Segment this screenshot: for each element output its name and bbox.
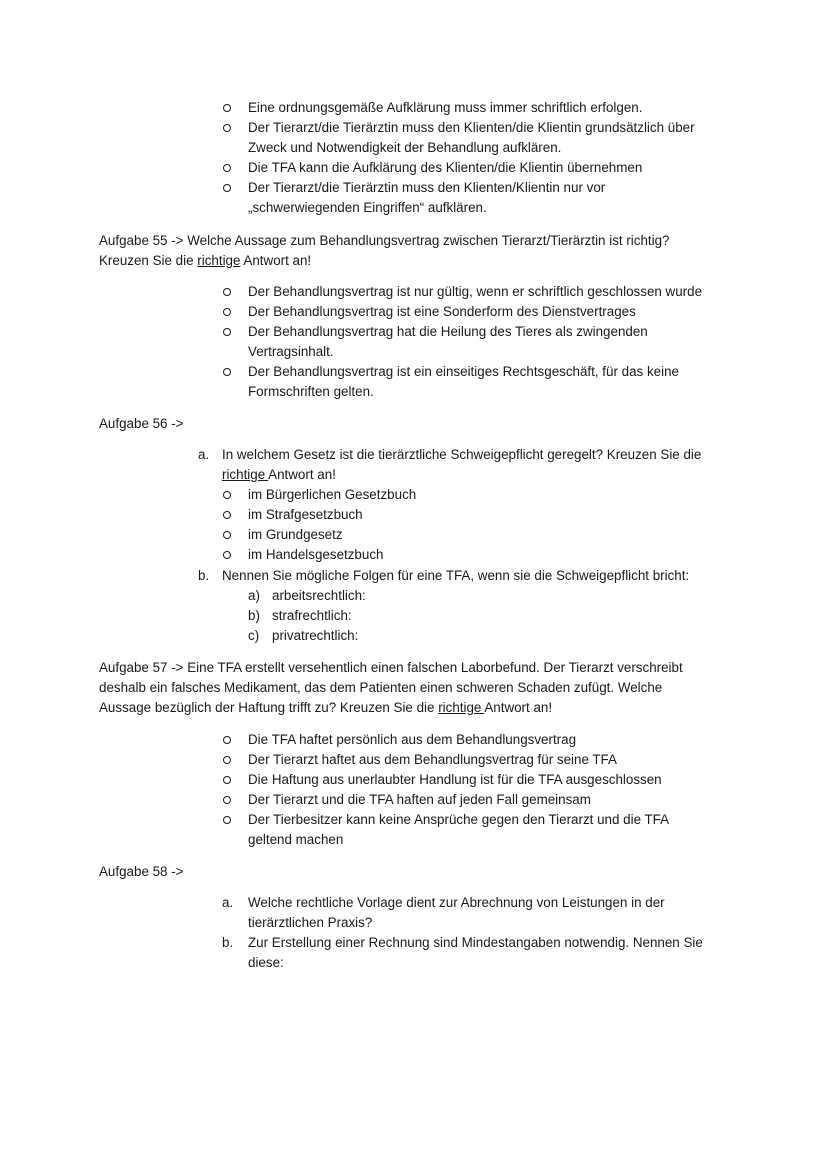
q56-heading: Aufgabe 56 -> — [99, 416, 184, 431]
q55-question-line-2: Kreuzen Sie die richtige Antwort an! — [99, 253, 312, 268]
q57-option-4: Der Tierarzt und die TFA haften auf jeden Fall gemeinsam — [248, 792, 591, 807]
q58-a-marker: a. — [222, 895, 234, 910]
q56-b-sub-b: strafrechtlich: — [272, 608, 352, 623]
radio-circle-icon[interactable] — [223, 328, 231, 336]
q58-b-question-cont: diese: — [248, 955, 284, 970]
radio-circle-icon[interactable] — [223, 368, 231, 376]
radio-circle-icon[interactable] — [223, 308, 231, 316]
q54-option-4: Der Tierarzt/die Tierärztin muss den Klienten/Klientin nur vor — [248, 180, 606, 195]
q56-a-marker: a. — [198, 447, 210, 462]
q57-option-5: Der Tierbesitzer kann keine Ansprüche gegen den Tierarzt und die TFA — [248, 812, 670, 827]
radio-circle-icon[interactable] — [223, 796, 231, 804]
q56-b-sub-c: privatrechtlich: — [272, 628, 359, 643]
q57-question-line-1: Aufgabe 57 -> Eine TFA erstellt versehentlich einen falschen Laborbefund. Der Tierarzt verschreibt — [99, 660, 683, 675]
radio-circle-icon[interactable] — [223, 551, 231, 559]
q56-a-option-2: im Strafgesetzbuch — [248, 507, 363, 522]
q58-b-marker: b. — [222, 935, 234, 950]
radio-circle-icon[interactable] — [223, 491, 231, 499]
q57-question-line-2: deshalb ein falsches Medikament, das dem Patienten einen schweren Schaden zufügt. Welche — [99, 680, 663, 695]
q55-question-line-1: Aufgabe 55 -> Welche Aussage zum Behandlungsvertrag zwischen Tierarzt/Tierärztin ist richtig? — [99, 233, 670, 248]
q57-option-3: Die Haftung aus unerlaubter Handlung ist für die TFA ausgeschlossen — [248, 772, 662, 787]
q56-b-question: Nennen Sie mögliche Folgen für eine TFA, wenn sie die Schweigepflicht bricht: — [222, 568, 690, 583]
radio-circle-icon[interactable] — [223, 511, 231, 519]
q56-b-sub-marker-c: c) — [248, 628, 260, 643]
radio-circle-icon[interactable] — [223, 776, 231, 784]
q56-b-sub-marker-a: a) — [248, 588, 260, 603]
q58-b-question: Zur Erstellung einer Rechnung sind Mindestangaben notwendig. Nennen Sie — [248, 935, 703, 950]
q55-option-3-cont: Vertragsinhalt. — [248, 344, 334, 359]
q58-a-question: Welche rechtliche Vorlage dient zur Abrechnung von Leistungen in der — [248, 895, 665, 910]
q55-option-2: Der Behandlungsvertrag ist eine Sonderform des Dienstvertrages — [248, 304, 636, 319]
radio-circle-icon[interactable] — [223, 124, 231, 132]
q57-option-2: Der Tierarzt haftet aus dem Behandlungsvertrag für seine TFA — [248, 752, 617, 767]
q54-option-4-cont: „schwerwiegenden Eingriffen“ aufklären. — [248, 200, 487, 215]
q56-a-option-4: im Handelsgesetzbuch — [248, 547, 384, 562]
radio-circle-icon[interactable] — [223, 756, 231, 764]
q54-option-2-cont: Zweck und Notwendigkeit der Behandlung aufklären. — [248, 140, 562, 155]
radio-circle-icon[interactable] — [223, 288, 231, 296]
radio-circle-icon[interactable] — [223, 736, 231, 744]
q54-option-3: Die TFA kann die Aufklärung des Klienten/die Klientin übernehmen — [248, 160, 643, 175]
q55-option-4: Der Behandlungsvertrag ist ein einseitiges Rechtsgeschäft, für das keine — [248, 364, 679, 379]
q56-a-question-cont: richtige Antwort an! — [222, 467, 336, 482]
radio-circle-icon[interactable] — [223, 531, 231, 539]
q56-a-option-1: im Bürgerlichen Gesetzbuch — [248, 487, 417, 502]
q55-option-1: Der Behandlungsvertrag ist nur gültig, wenn er schriftlich geschlossen wurde — [248, 284, 703, 299]
q54-option-2: Der Tierarzt/die Tierärztin muss den Klienten/die Klientin grundsätzlich über — [248, 120, 695, 135]
q57-question-line-3: Aussage bezüglich der Haftung trifft zu? Kreuzen Sie die richtige Antwort an! — [99, 700, 553, 715]
radio-circle-icon[interactable] — [223, 816, 231, 824]
q57-option-1: Die TFA haftet persönlich aus dem Behandlungsvertrag — [248, 732, 577, 747]
q56-b-sub-marker-b: b) — [248, 608, 260, 623]
q55-option-4-cont: Formschriften gelten. — [248, 384, 374, 399]
q56-b-marker: b. — [198, 568, 210, 583]
q58-a-question-cont: tierärztlichen Praxis? — [248, 915, 373, 930]
q56-a-option-3: im Grundgesetz — [248, 527, 343, 542]
q56-a-question: In welchem Gesetz ist die tierärztliche Schweigepflicht geregelt? Kreuzen Sie die — [222, 447, 702, 462]
radio-circle-icon[interactable] — [223, 164, 231, 172]
q56-b-sub-a: arbeitsrechtlich: — [272, 588, 366, 603]
radio-circle-icon[interactable] — [223, 184, 231, 192]
q57-option-5-cont: geltend machen — [248, 832, 344, 847]
q54-option-1: Eine ordnungsgemäße Aufklärung muss immer schriftlich erfolgen. — [248, 100, 643, 115]
q55-option-3: Der Behandlungsvertrag hat die Heilung des Tieres als zwingenden — [248, 324, 648, 339]
q58-heading: Aufgabe 58 -> — [99, 864, 184, 879]
radio-circle-icon[interactable] — [223, 104, 231, 112]
